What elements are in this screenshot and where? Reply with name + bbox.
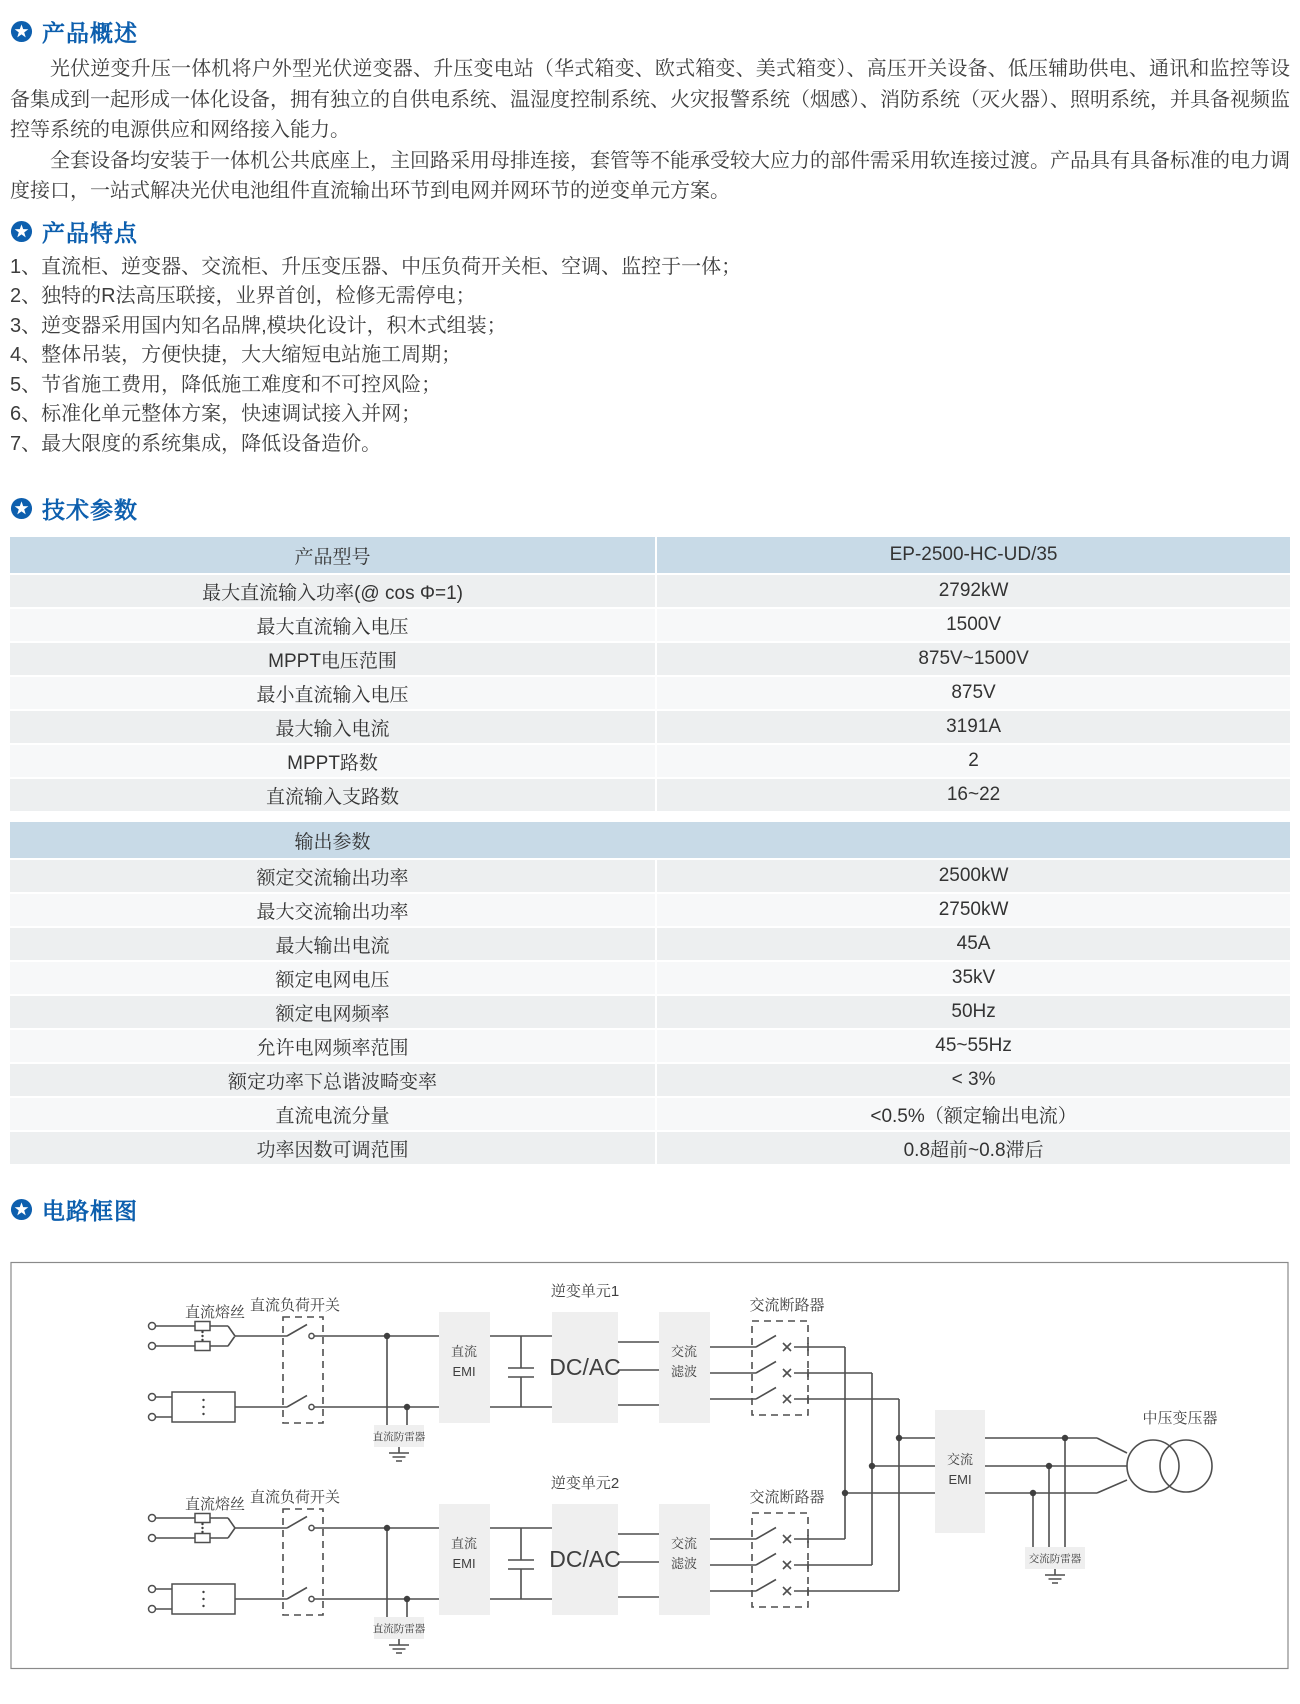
- feature-item: 3、逆变器采用国内知名品牌,模块化设计，积木式组装；: [10, 314, 507, 337]
- spec-value: 16~22: [657, 779, 1290, 811]
- spec-value: 2500kW: [657, 860, 1290, 892]
- spec-value: <0.5%（额定输出电流）: [657, 1098, 1290, 1130]
- table-row: [10, 860, 1290, 892]
- table-row: [10, 1132, 1290, 1164]
- feature-item: 5、节省施工费用，降低施工难度和不可控风险；: [10, 373, 442, 396]
- input-spec-table: [10, 537, 1290, 811]
- feature-item: 2、独特的R法高压联接，业界首创，检修无需停电；: [10, 285, 476, 307]
- dc-fuse-label: 直流熔丝: [184, 1496, 246, 1513]
- table-row: [10, 779, 1290, 811]
- output-spec-table: [10, 822, 1290, 1164]
- dc-emi-box-label: 直流: [450, 1536, 478, 1551]
- dc-spd-label: 直流防雷器: [372, 1623, 426, 1635]
- spec-label: 最大直流输入电压: [10, 609, 655, 641]
- spec-value: < 3%: [657, 1064, 1290, 1096]
- overview-paragraph-1: 光伏逆变升压一体机将户外型光伏逆变器、升压变电站（华式箱变、欧式箱变、美式箱变）、高压开关设备、低压辅助供电、通讯和监控等设备集成到一起形成一体化设备，拥有独立的自供电系统、温湿度控制系统、火灾报警系统（烟感）、消防系统（灭火器）、照明系统，并具备视频监控等系统的电源供应和网络接入能力。: [10, 58, 1290, 141]
- ac-emi-box-label: 交流: [946, 1452, 974, 1467]
- circuit-title: 电路框图: [42, 1197, 138, 1224]
- section-star-icon: [10, 220, 33, 243]
- circuit-block-diagram: [10, 1250, 1290, 1675]
- circuit-diagram-svg: [10, 1250, 1290, 1670]
- table-row: [10, 1098, 1290, 1130]
- model-header-label: 产品型号: [10, 537, 655, 573]
- spec-label: 最小直流输入电压: [10, 677, 655, 709]
- spec-label: 最大输出电流: [10, 928, 655, 960]
- table-row: [10, 1064, 1290, 1096]
- circuit-wires-unit2: [156, 1517, 900, 1654]
- inverter-unit1-label: 逆变单元1: [550, 1283, 620, 1300]
- spec-value: 2: [657, 745, 1290, 777]
- spec-label: 直流电流分量: [10, 1098, 655, 1130]
- overview-header: [10, 14, 1290, 48]
- ac-breaker-label: 交流断路器: [749, 1489, 825, 1506]
- spec-label: 最大交流输出功率: [10, 894, 655, 926]
- table-row: [10, 643, 1290, 675]
- table-row: [10, 711, 1290, 743]
- model-header-value: EP-2500-HC-UD/35: [657, 537, 1290, 573]
- circuit-header: [10, 1192, 1290, 1226]
- spec-label: 额定电网频率: [10, 996, 655, 1028]
- spec-value: 2792kW: [657, 575, 1290, 607]
- spec-label: 额定功率下总谐波畸变率: [10, 1064, 655, 1096]
- spec-value: 45A: [657, 928, 1290, 960]
- datasheet-page: [0, 14, 1300, 1675]
- overview-paragraph-2: 全套设备均安装于一体机公共底座上，主回路采用母排连接，套管等不能承受较大应力的部件需采用软连接过渡。产品具有具备标准的电力调度接口，一站式解决光伏电池组件直流输出环节到电网并网环节的逆变单元方案。: [10, 149, 1290, 202]
- spec-label: 额定电网电压: [10, 962, 655, 994]
- ac-filter-box-label: 交流: [670, 1344, 698, 1359]
- table-row: [10, 962, 1290, 994]
- section-star-icon: [10, 1198, 33, 1221]
- feature-item: 7、最大限度的系统集成，降低设备造价。: [10, 432, 382, 455]
- table-row: [10, 575, 1290, 607]
- input-terminals: [149, 1323, 315, 1613]
- spec-value: 50Hz: [657, 996, 1290, 1028]
- dashed-switch-boxes: [283, 1317, 808, 1615]
- fuse-symbols: [172, 1322, 235, 1615]
- spec-label: 直流输入支路数: [10, 779, 655, 811]
- spec-label: 允许电网频率范围: [10, 1030, 655, 1062]
- dc-spd-label: 直流防雷器: [372, 1431, 426, 1443]
- spec-value: 45~55Hz: [657, 1030, 1290, 1062]
- dc-load-switch-label: 直流负荷开关: [249, 1297, 341, 1314]
- table-header-row: [10, 822, 1290, 858]
- output-header-label: 输出参数: [294, 831, 371, 853]
- features-list: [10, 253, 1290, 460]
- dc-emi-box-label: 直流: [450, 1344, 478, 1359]
- section-star-icon: [10, 20, 33, 43]
- feature-item: 4、整体吊装，方便快捷，大大缩短电站施工周期；: [10, 344, 462, 366]
- table-row: [10, 745, 1290, 777]
- dc-emi-box-label: EMI: [452, 1556, 476, 1571]
- ac-filter-box-label: 滤波: [670, 1556, 698, 1571]
- spec-value: 1500V: [657, 609, 1290, 641]
- table-row: [10, 996, 1290, 1028]
- features-header: [10, 215, 1290, 249]
- table-row: [10, 1030, 1290, 1062]
- spec-value: 3191A: [657, 711, 1290, 743]
- spec-label: 功率因数可调范围: [10, 1132, 655, 1164]
- feature-item: 1、直流柜、逆变器、交流柜、升压变压器、中压负荷开关柜、空调、监控于一体；: [10, 255, 742, 278]
- table-row: [10, 677, 1290, 709]
- dc-load-switch-label: 直流负荷开关: [249, 1489, 341, 1506]
- specs-header: [10, 491, 1290, 525]
- spec-value: 0.8超前~0.8滞后: [657, 1132, 1290, 1164]
- spec-label: 额定交流输出功率: [10, 860, 655, 892]
- ac-filter-box-label: 滤波: [670, 1364, 698, 1379]
- table-row: [10, 928, 1290, 960]
- spec-value: 35kV: [657, 962, 1290, 994]
- spec-value: 2750kW: [657, 894, 1290, 926]
- ac-filter-box-label: 交流: [670, 1536, 698, 1551]
- ac-emi-box-label: EMI: [948, 1472, 972, 1487]
- dc-fuse-label: 直流熔丝: [184, 1304, 246, 1321]
- table-row: [10, 894, 1290, 926]
- dcac-box-label: DC/AC: [549, 1546, 621, 1572]
- dcac-box-label: DC/AC: [549, 1354, 621, 1380]
- section-star-icon: [10, 497, 33, 520]
- transformer-symbol: [1127, 1440, 1212, 1492]
- mv-transformer-label: 中压变压器: [1142, 1410, 1218, 1427]
- component-boxes: [374, 1312, 1085, 1639]
- table-row: [10, 609, 1290, 641]
- features-title: 产品特点: [42, 220, 138, 246]
- feature-item: 6、标准化单元整体方案，快速调试接入并网；: [10, 403, 422, 425]
- dc-emi-box-label: EMI: [452, 1364, 476, 1379]
- spec-label: 最大直流输入功率(@ cos Φ=1): [10, 575, 655, 607]
- spec-label: MPPT电压范围: [10, 643, 655, 675]
- specs-title: 技术参数: [42, 496, 138, 523]
- overview-title: 产品概述: [42, 19, 138, 46]
- spec-label: MPPT路数: [10, 745, 655, 777]
- spec-value: 875V: [657, 677, 1290, 709]
- spec-value: 875V~1500V: [657, 643, 1290, 675]
- ac-breaker-label: 交流断路器: [749, 1297, 825, 1314]
- ac-spd-label: 交流防雷器: [1028, 1553, 1082, 1565]
- table-header-row: [10, 537, 1290, 573]
- spec-label: 最大输入电流: [10, 711, 655, 743]
- inverter-unit2-label: 逆变单元2: [550, 1475, 620, 1492]
